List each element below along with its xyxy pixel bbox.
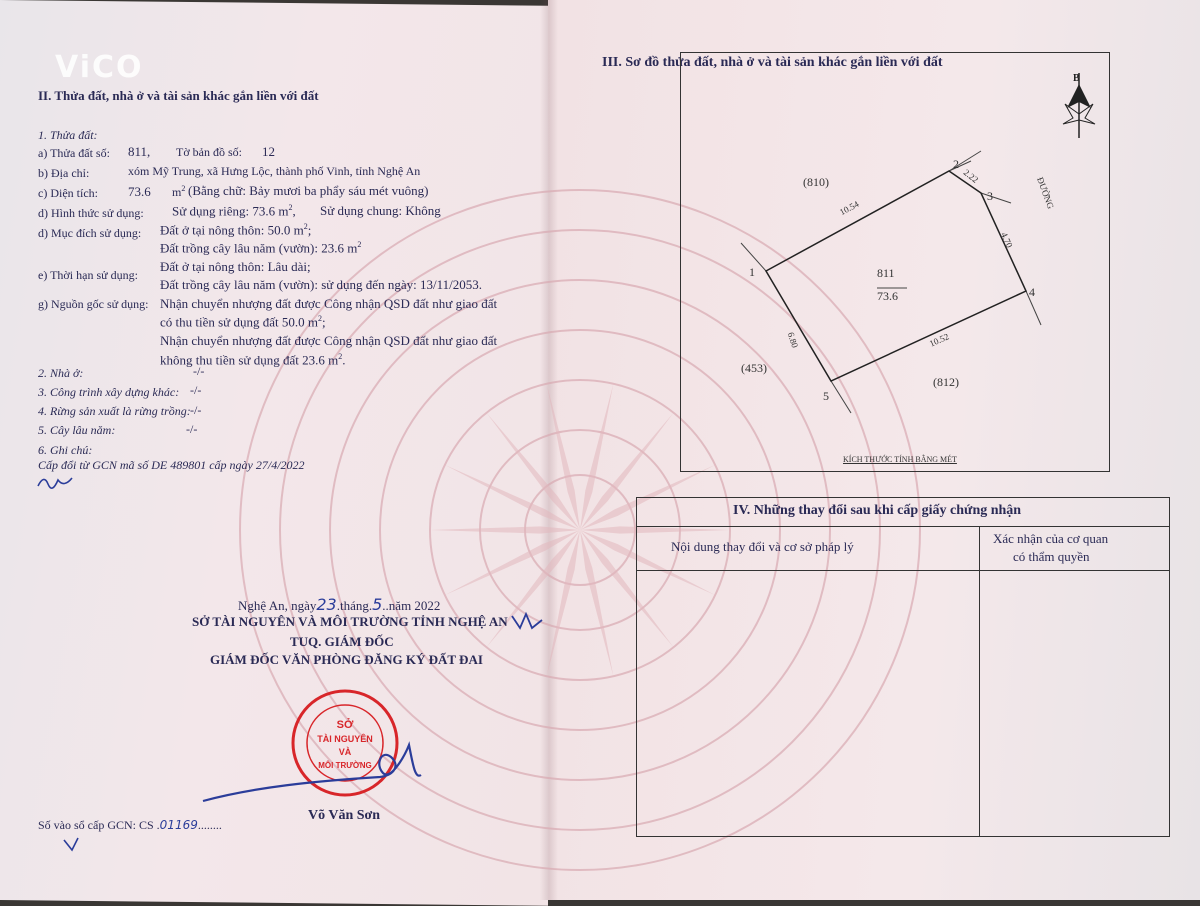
area-value: 73.6 (128, 184, 151, 199)
neighbor-453: (453) (741, 361, 767, 375)
house-value: -/- (193, 364, 205, 378)
changes-column-divider (979, 526, 980, 836)
changes-header-row (637, 526, 1169, 571)
area-unit: $m^2$ (172, 184, 186, 199)
svg-text:VÀ: VÀ (338, 747, 352, 757)
signer-name: Võ Văn Sơn (308, 808, 381, 823)
section-ii-title: II. Thửa đất, nhà ở và tài sản khác gắn liền với đất (38, 88, 319, 103)
address-value: xóm Mỹ Trung, xã Hưng Lộc, thành phố Vinh, tỉnh Nghệ An (128, 164, 421, 178)
changes-title-row (637, 498, 1169, 527)
sign-date: Nghệ An, ngày23.tháng.5..năm 2022 (238, 595, 441, 614)
parcel-number-label: a) Thửa đất số: (38, 146, 110, 160)
initials-scribble-icon (36, 472, 76, 492)
use-form-label: d) Hình thức sử dụng: (38, 206, 144, 220)
register-number: Số vào sổ cấp GCN: CS .01169........ (38, 818, 222, 832)
svg-text:TÀI NGUYÊN: TÀI NGUYÊN (317, 734, 373, 744)
watermark-logo: ViCO (55, 50, 144, 85)
origin-line-3: Nhận chuyển nhượng đất được Công nhận QSD đất như giao đất (160, 333, 498, 348)
point-1: 1 (749, 265, 755, 279)
neighbor-812: (812) (933, 375, 959, 389)
term-perennial: Đất trồng cây lâu năm (vườn): sử dụng đến ngày: 13/11/2053. (160, 277, 482, 292)
parcel-number: 811 (877, 266, 895, 280)
address-label: b) Địa chỉ: (38, 166, 90, 180)
initial-mark-icon (510, 610, 544, 634)
parcel-number-value: 811, (128, 144, 151, 159)
edge-3-4: 4.70 (999, 230, 1015, 250)
point-2: 2 (953, 157, 959, 171)
term-label: e) Thời hạn sử dụng: (38, 268, 138, 282)
term-residential: Đất ở tại nông thôn: Lâu dài; (160, 259, 311, 274)
forest-label: 4. Rừng sản xuất là rừng trồng: (38, 404, 191, 418)
purpose-perennial: Đất trồng cây lâu năm (vườn): 23.6 $m^2$ (160, 240, 362, 256)
edge-2-3: 2.22 (961, 167, 981, 185)
area-label: c) Diện tích: (38, 186, 98, 200)
parcel-diagram (681, 53, 1111, 473)
perennial-value: -/- (186, 422, 198, 436)
svg-text:MÔI TRƯỜNG: MÔI TRƯỜNG (318, 761, 372, 770)
point-3: 3 (987, 189, 993, 203)
area-in-words: (Bằng chữ: Bảy mươi ba phẩy sáu mét vuông) (188, 183, 429, 198)
forest-value: -/- (190, 403, 202, 417)
purpose-residential: Đất ở tại nông thôn: 50.0 $m^2$; (160, 222, 312, 238)
other-works-value: -/- (190, 383, 202, 397)
parcel-map (680, 52, 1110, 472)
edge-1-2: 10.54 (837, 198, 861, 218)
point-5: 5 (823, 389, 829, 403)
neighbor-810: (810) (803, 175, 829, 189)
origin-label: g) Nguồn gốc sử dụng: (38, 297, 149, 311)
other-works-label: 3. Công trình xây dựng khác: (38, 385, 180, 399)
scale-note: KÍCH THƯỚC TÍNH BẰNG MÉT (843, 455, 957, 464)
point-4: 4 (1029, 285, 1035, 299)
origin-line-4: không thu tiền sử dụng đất 23.6 $m^2$. (160, 352, 346, 368)
north-label: B (1073, 73, 1080, 84)
notes-value: Cấp đổi từ GCN mã số DE 489801 cấp ngày 27/4/2022 (38, 458, 305, 472)
signature-icon (195, 735, 455, 815)
section-iii-title: III. Sơ đồ thửa đất, nhà ở và tài sản khác gắn liền với đất (602, 55, 943, 70)
edge-4-5: 10.52 (927, 331, 951, 349)
edge-5-1: 6.80 (785, 330, 801, 350)
land-heading: 1. Thửa đất: (38, 128, 98, 142)
map-sheet-label: Tờ bản đồ số: (176, 145, 243, 159)
changes-table (636, 497, 1170, 837)
changes-col-confirm-2: có thẩm quyền (1013, 549, 1090, 564)
changes-title: IV. Những thay đổi sau khi cấp giấy chứng nhận (733, 503, 1022, 518)
office-title: GIÁM ĐỐC VĂN PHÒNG ĐĂNG KÝ ĐẤT ĐAI (210, 652, 483, 667)
use-form-common: Sử dụng chung: Không (320, 203, 441, 218)
map-sheet-value: 12 (262, 144, 275, 159)
house-label: 2. Nhà ở: (38, 366, 84, 380)
svg-text:SỞ: SỞ (336, 719, 354, 731)
changes-col-content: Nội dung thay đổi và cơ sở pháp lý (671, 539, 854, 554)
parcel-area: 73.6 (877, 289, 898, 303)
tuq-title: TUQ. GIÁM ĐỐC (290, 634, 394, 649)
perennial-label: 5. Cây lâu năm: (38, 423, 116, 437)
tick-mark-icon (60, 836, 82, 854)
issuing-org: SỞ TÀI NGUYÊN VÀ MÔI TRƯỜNG TỈNH NGHỆ AN (192, 614, 508, 629)
changes-col-confirm-1: Xác nhận của cơ quan (993, 531, 1109, 546)
purpose-label: d) Mục đích sử dụng: (38, 226, 142, 240)
notes-label: 6. Ghi chú: (38, 443, 93, 457)
origin-line-1: Nhận chuyển nhượng đất được Công nhận QSD đất như giao đất (160, 296, 498, 311)
road-label: ĐƯỜNG (1035, 175, 1056, 211)
use-form-private: Sử dụng riêng: 73.6 $m^2$, (172, 203, 296, 219)
origin-line-2: có thu tiền sử dụng đất 50.0 $m^2$; (160, 314, 326, 330)
